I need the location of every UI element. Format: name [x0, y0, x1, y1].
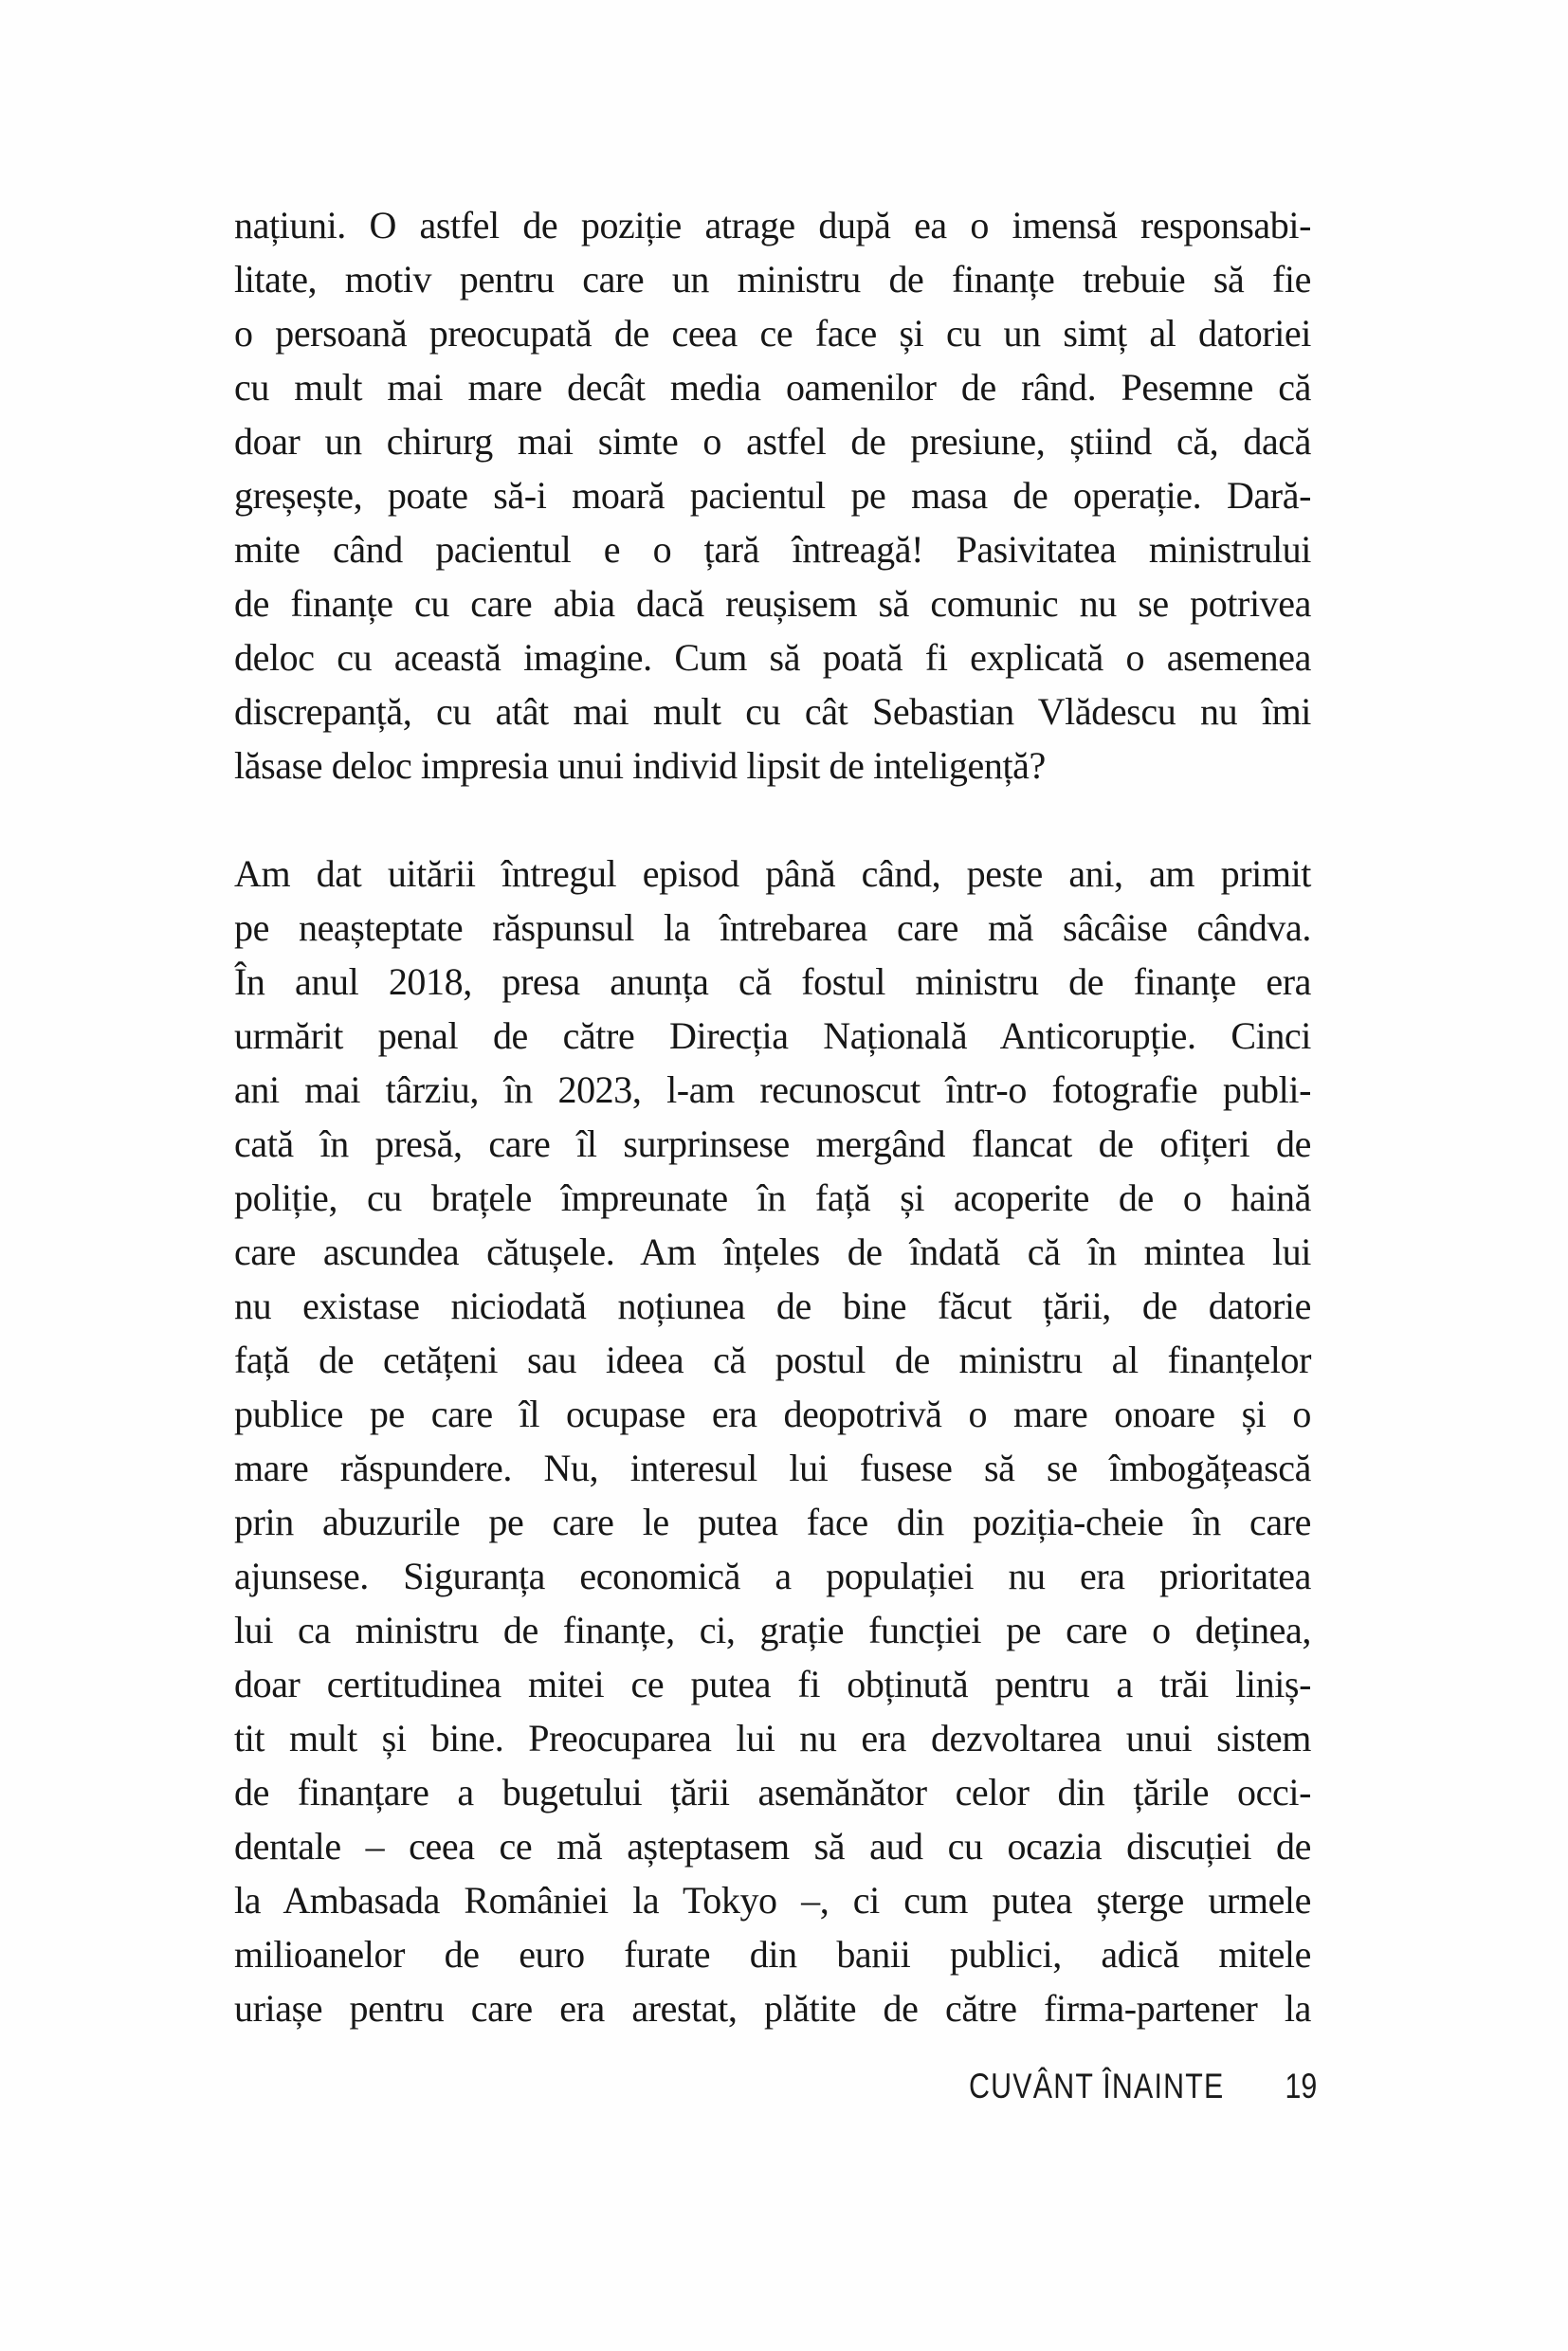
- text-line: tit mult și bine. Preocuparea lui nu era dezvoltarea unui sistem: [234, 1717, 1311, 1759]
- text-line: față de cetățeni sau ideea că postul de ministru al finanțelor: [234, 1339, 1311, 1381]
- text-line: greșește, poate să-i moară pacientul pe masa de operație. Dară-: [234, 474, 1311, 517]
- text-line: doar un chirurg mai simte o astfel de presiune, știind că, dacă: [234, 420, 1311, 463]
- text-line: prin abuzurile pe care le putea face din poziția-cheie în care: [234, 1501, 1311, 1543]
- text-line: cată în presă, care îl surprinsese mergând flancat de ofițeri de: [234, 1122, 1311, 1165]
- text-line: Am dat uitării întregul episod până când, peste ani, am primit: [234, 852, 1311, 895]
- text-line: deloc cu această imagine. Cum să poată fi explicată o asemenea: [234, 636, 1311, 679]
- text-line: milioanelor de euro furate din banii publici, adică mitele: [234, 1933, 1311, 1976]
- text-line: poliție, cu brațele împreunate în față și acoperite de o haină: [234, 1176, 1311, 1219]
- footer-section-title: CUVÂNT ÎNAINTE: [969, 2067, 1225, 2105]
- text-line: care ascundea cătușele. Am înțeles de îndată că în mintea lui: [234, 1230, 1311, 1273]
- text-line: mare răspundere. Nu, interesul lui fusese să se îmbogățească: [234, 1447, 1311, 1489]
- text-line: publice pe care îl ocupase era deopotrivă o mare onoare și o: [234, 1393, 1311, 1435]
- text-line: pe neașteptate răspunsul la întrebarea care mă sâcâise cândva.: [234, 906, 1311, 949]
- text-line: În anul 2018, presa anunța că fostul ministru de finanțe era: [234, 960, 1311, 1003]
- paragraph-second: [234, 847, 1311, 2035]
- text-line: dentale – ceea ce mă așteptasem să aud cu ocazia discuției de: [234, 1825, 1311, 1868]
- text-line: doar certitudinea mitei ce putea fi obținută pentru a trăi liniș-: [234, 1663, 1311, 1705]
- text-line: nu existase niciodată noțiunea de bine făcut țării, de datorie: [234, 1285, 1311, 1327]
- paragraph-continuation: [234, 198, 1311, 793]
- text-line: lăsase deloc impresia unui individ lipsit de inteligență?: [234, 744, 1046, 787]
- text-line: națiuni. O astfel de poziție atrage după ea o imensă responsabi-: [234, 204, 1311, 246]
- text-line: la Ambasada României la Tokyo –, ci cum putea șterge urmele: [234, 1879, 1311, 1922]
- footer-page-number: 19: [1285, 2067, 1318, 2105]
- text-line: de finanțare a bugetului țării asemănător celor din țările occi-: [234, 1771, 1311, 1813]
- text-line: mite când pacientul e o țară întreagă! Pasivitatea ministrului: [234, 528, 1311, 571]
- text-line: urmărit penal de către Direcția Națională Anticorupție. Cinci: [234, 1014, 1311, 1057]
- running-footer: [969, 2067, 1317, 2106]
- text-line: o persoană preocupată de ceea ce face și cu un simț al datoriei: [234, 312, 1311, 355]
- text-line: de finanțe cu care abia dacă reușisem să comunic nu se potrivea: [234, 582, 1311, 625]
- text-line: discrepanță, cu atât mai mult cu cât Sebastian Vlădescu nu îmi: [234, 690, 1311, 733]
- text-line: cu mult mai mare decât media oamenilor de rând. Pesemne că: [234, 366, 1311, 409]
- text-line: ajunsese. Siguranța economică a populației nu era prioritatea: [234, 1555, 1311, 1597]
- text-line: litate, motiv pentru care un ministru de finanțe trebuie să fie: [234, 258, 1311, 301]
- text-line: lui ca ministru de finanțe, ci, grație funcției pe care o deținea,: [234, 1609, 1311, 1651]
- text-line: uriașe pentru care era arestat, plătite de către firma-partener la: [234, 1987, 1311, 2030]
- body-text: [234, 198, 1311, 2035]
- text-line: ani mai târziu, în 2023, l-am recunoscut într-o fotografie publi-: [234, 1068, 1311, 1111]
